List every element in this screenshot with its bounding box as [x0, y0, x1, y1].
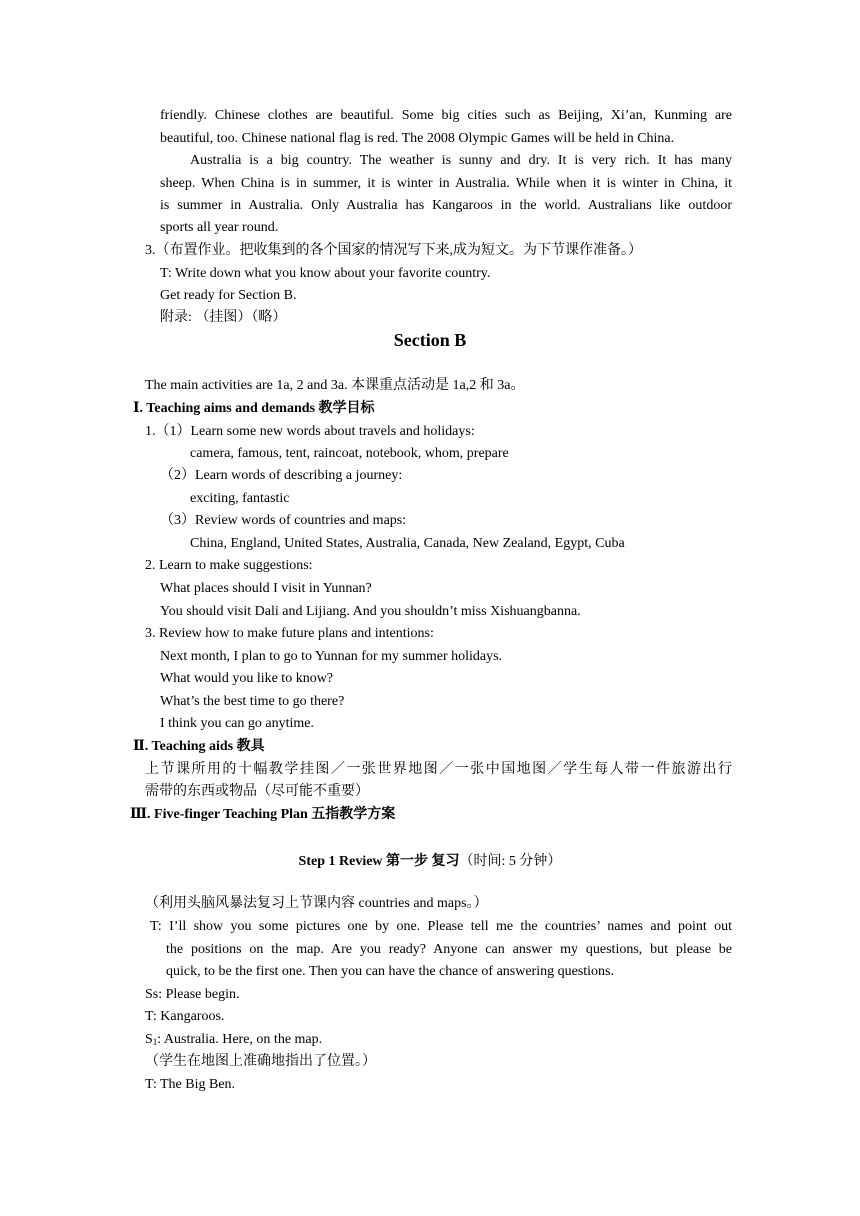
paragraph-line: sports all year round.: [160, 220, 279, 235]
example-line: What places should I visit in Yunnan?: [160, 581, 372, 596]
example-line: You should visit Dali and Lijiang. And you shouldn’t miss Xishuangbanna.: [160, 604, 581, 619]
step-heading-time: （时间: 5 分钟）: [459, 854, 562, 869]
heading-teaching-aids: Ⅱ. Teaching aids 教具: [133, 739, 265, 754]
step-heading-bold: Step 1 Review 第一步 复习: [298, 854, 460, 869]
aim-words: camera, famous, tent, raincoat, notebook, whom, prepare: [190, 446, 509, 461]
speaker-subscript: 1: [152, 1037, 158, 1047]
dialogue-line: [145, 1031, 322, 1051]
appendix-line: 附录: （挂图）（略）: [160, 310, 287, 325]
example-line: What would you like to know?: [160, 671, 334, 686]
aim-item: （2）Learn words of describing a journey:: [160, 468, 403, 483]
example-line: I think you can go anytime.: [160, 716, 314, 731]
homework-line: T: Write down what you know about your favorite country.: [160, 266, 491, 281]
dialogue-line: T: I’ll show you some pictures one by one. Please tell me the countries’ names and point out: [150, 919, 732, 934]
dialogue-text: : Australia. Here, on the map.: [157, 1032, 323, 1047]
aim-item: 2. Learn to make suggestions:: [145, 558, 313, 573]
step-heading: [0, 850, 860, 870]
homework-heading: 3.（布置作业。把收集到的各个国家的情况写下来,成为短文。为下节课作准备。）: [145, 243, 642, 258]
speaker-label: S: [145, 1032, 153, 1047]
note-line: （利用头脑风暴法复习上节课内容 countries and maps。）: [145, 896, 488, 911]
example-line: What’s the best time to go there?: [160, 694, 345, 709]
aids-line: 上节课所用的十幅教学挂图／一张世界地图／一张中国地图／学生每人带一件旅游出行: [145, 762, 732, 777]
paragraph-line: friendly. Chinese clothes are beautiful. Some big cities such as Beijing, Xi’an, Kunming are: [160, 108, 732, 123]
homework-line: Get ready for Section B.: [160, 288, 297, 303]
dialogue-line: Ss: Please begin.: [145, 987, 240, 1002]
aim-words: China, England, United States, Australia, Canada, New Zealand, Egypt, Cuba: [190, 536, 625, 551]
heading-teaching-plan: Ⅲ. Five-finger Teaching Plan 五指教学方案: [130, 807, 396, 822]
section-title: Section B: [393, 330, 467, 350]
paragraph-line: sheep. When China is in summer, it is winter in Australia. While when it is winter in China, it: [160, 176, 732, 191]
aim-item: 3. Review how to make future plans and intentions:: [145, 626, 434, 641]
example-line: Next month, I plan to go to Yunnan for my summer holidays.: [160, 649, 503, 664]
dialogue-line: T: The Big Ben.: [145, 1077, 236, 1092]
heading-teaching-aims: Ⅰ. Teaching aims and demands 教学目标: [133, 401, 375, 416]
aim-item: （3）Review words of countries and maps:: [160, 513, 407, 528]
note-line: （学生在地图上准确地指出了位置。）: [145, 1054, 376, 1069]
dialogue-line: the positions on the map. Are you ready? Anyone can answer my questions, but please be: [166, 942, 732, 957]
paragraph-line: is summer in Australia. Only Australia has Kangaroos in the world. Australians like outdoor: [160, 198, 732, 213]
paragraph-line: beautiful, too. Chinese national flag is red. The 2008 Olympic Games will be held in China.: [160, 131, 675, 146]
paragraph-line: Australia is a big country. The weather is sunny and dry. It is very rich. It has many: [190, 153, 732, 168]
aids-line: 需带的东西或物品（尽可能不重要）: [145, 784, 369, 799]
aim-item: 1.（1）Learn some new words about travels and holidays:: [145, 424, 475, 439]
aim-words: exciting, fantastic: [190, 491, 290, 506]
dialogue-line: quick, to be the first one. Then you can have the chance of answering questions.: [166, 964, 614, 979]
dialogue-line: T: Kangaroos.: [145, 1009, 225, 1024]
main-activities: The main activities are 1a, 2 and 3a. 本课重点活动是 1a,2 和 3a。: [145, 378, 525, 393]
